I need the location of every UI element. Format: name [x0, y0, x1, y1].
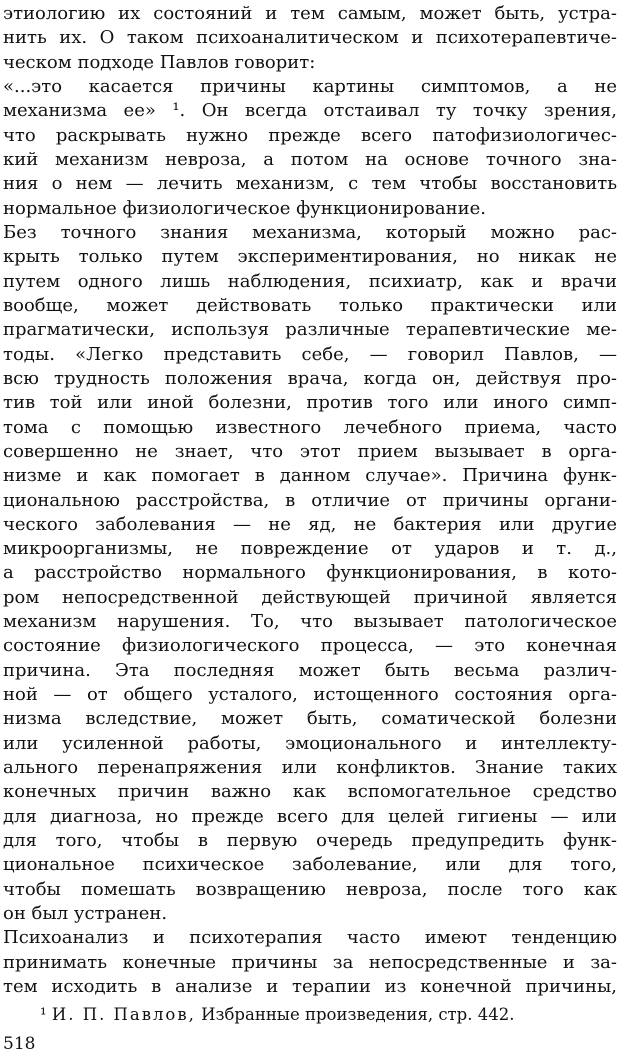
text-line: конечных причин важно как вспомогательное средство: [3, 781, 617, 803]
text-line: принимать конечные причины за непосредственные и за-: [3, 951, 617, 973]
text-line: для диагноза, но прежде всего для целей гигиены — или: [3, 805, 617, 827]
text-line: чтобы помешать возвращению невроза, после того как: [3, 878, 617, 900]
text-line: ческом подходе Павлов говорит:: [3, 51, 316, 73]
text-line: совершенно не знает, что этот прием вызывает в орга-: [3, 440, 617, 462]
text-line: или усиленной работы, эмоционального и интеллекту-: [3, 732, 617, 754]
text-line: для того, чтобы в первую очередь предупредить функ-: [3, 830, 617, 852]
footnote: [40, 1003, 610, 1027]
text-line: Без точного знания механизма, который можно рас-: [3, 221, 617, 243]
text-line: тив той или иной болезни, против того или иного симп-: [3, 392, 617, 414]
text-line: механизма ее» ¹. Он всегда отстаивал ту точку зрения,: [3, 100, 617, 122]
text-line: ной — от общего усталого, истощенного состояния орга-: [3, 684, 617, 706]
text-line: ческого заболевания — не яд, не бактерия или другие: [3, 513, 617, 535]
text-line: вообще, может действовать только практически или: [3, 294, 617, 316]
text-line: а расстройство нормального функционирования, в кото-: [3, 562, 617, 584]
text-line: путем одного лишь наблюдения, психиатр, как и врачи: [3, 270, 617, 292]
text-line: состояние физиологического процесса, — это конечная: [3, 635, 617, 657]
footnote-mark: ¹: [40, 1005, 47, 1024]
text-line: причина. Эта последняя может быть весьма различ-: [3, 659, 617, 681]
text-line: тома с помощью известного лечебного приема, часто: [3, 416, 617, 438]
text-line: «...это касается причины картины симптомов, а не: [3, 75, 617, 97]
text-line: механизм нарушения. То, что вызывает патологическое: [3, 611, 617, 633]
page-number: 518: [3, 1034, 36, 1054]
text-line: ального перенапряжения или конфликтов. Знание таких: [3, 757, 617, 779]
text-line: этиологию их состояний и тем самым, может быть, устра-: [3, 3, 617, 24]
text-line: он был устранен.: [3, 903, 168, 925]
text-line: тем исходить в анализе и терапии из конечной причины,: [3, 976, 617, 997]
text-line: ния о нем — лечить механизм, с тем чтобы восстановить: [3, 173, 617, 195]
text-line: нормальное физиологическое функционирование.: [3, 197, 486, 219]
text-line: циональною расстройства, в отличие от причины органи-: [3, 489, 617, 511]
text-line: микроорганизмы, не повреждение от ударов и т. д.,: [3, 538, 617, 560]
footnote-author: И. П. Павлов,: [51, 1005, 196, 1024]
text-line: циональное психическое заболевание, или для того,: [3, 854, 617, 876]
text-line: тоды. «Легко представить себе, — говорил Павлов, —: [3, 343, 617, 365]
text-line: нить их. О таком психоаналитическом и психотерапевтиче-: [3, 27, 617, 49]
text-line: Психоанализ и психотерапия часто имеют тенденцию: [3, 927, 617, 949]
text-line: низме и как помогает в данном случае». Причина функ-: [3, 465, 617, 487]
text-line: кий механизм невроза, а потом на основе точного зна-: [3, 148, 617, 170]
text-line: всю трудность положения врача, когда он, действуя про-: [3, 367, 617, 389]
text-line: ром непосредственной действующей причиной является: [3, 586, 617, 608]
text-line: низма вследствие, может быть, соматической болезни: [3, 708, 617, 730]
text-line: крыть только путем экспериментирования, но никак не: [3, 246, 617, 268]
text-line: что раскрывать нужно прежде всего патофизиологичес-: [3, 124, 617, 146]
text-line: прагматически, используя различные терапевтические ме-: [3, 319, 617, 341]
footnote-text: Избранные произведения, стр. 442.: [201, 1005, 515, 1024]
